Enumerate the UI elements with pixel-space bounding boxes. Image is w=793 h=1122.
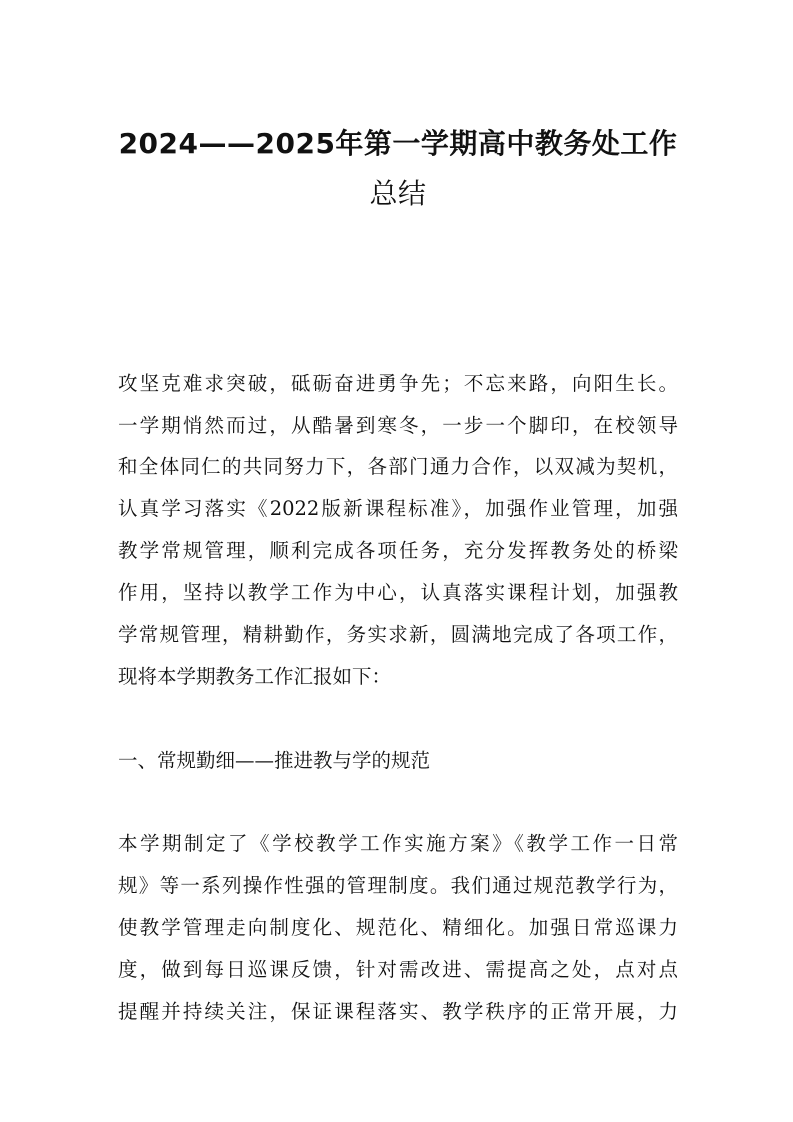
intro-line: 认真学习落实《2022版新课程标准》，加强作业管理，加强 (118, 497, 678, 520)
section-1-line: 提醒并持续关注，保证课程落实、教学秩序的正常开展，力 (118, 1000, 678, 1023)
section-1-line: 规》等一系列操作性强的管理制度。我们通过规范教学行为， (118, 874, 678, 897)
intro-line: 教学常规管理，顺利完成各项任务，充分发挥教务处的桥梁 (118, 539, 678, 562)
intro-line: 一学期悄然而过，从酷暑到寒冬，一步一个脚印，在校领导 (118, 414, 678, 437)
document-title-line-1: 2024——2025年第一学期高中教务处工作 (118, 127, 678, 160)
intro-line: 作用，坚持以教学工作为中心，认真落实课程计划，加强教 (118, 581, 678, 604)
section-1-line: 使教学管理走向制度化、规范化、精细化。加强日常巡课力 (118, 916, 678, 939)
intro-line: 攻坚克难求突破，砥砺奋进勇争先；不忘来路，向阳生长。 (118, 372, 678, 395)
section-1-heading: 一、常规勤细——推进教与学的规范 (118, 749, 431, 772)
intro-line: 现将本学期教务工作汇报如下： (118, 665, 392, 688)
document-title-line-2: 总结 (369, 177, 427, 210)
intro-line: 和全体同仁的共同努力下，各部门通力合作，以双减为契机， (118, 455, 678, 478)
section-1-line: 度，做到每日巡课反馈，针对需改进、需提高之处，点对点 (118, 958, 678, 981)
intro-line: 学常规管理，精耕勤作，务实求新，圆满地完成了各项工作， (118, 623, 678, 646)
section-1-line: 本学期制定了《学校教学工作实施方案》《教学工作一日常 (118, 832, 678, 855)
